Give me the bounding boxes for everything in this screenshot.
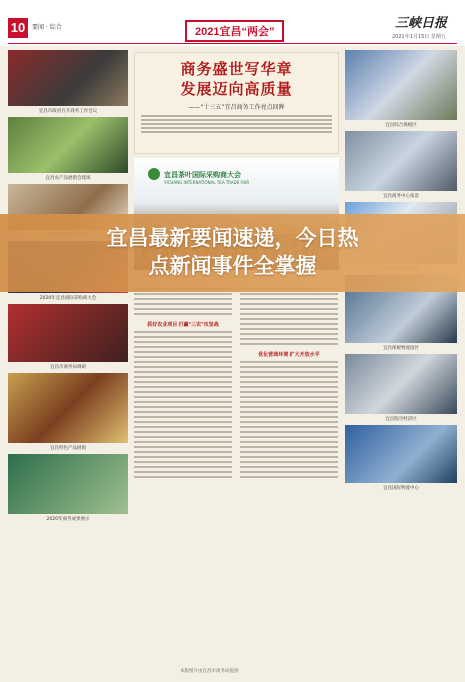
article-column-a	[134, 285, 232, 481]
fair-logo-icon	[148, 168, 160, 180]
photo-caption: 宜昌综合保税区	[385, 123, 417, 128]
photo-caption: 宜昌特色产品展销	[50, 446, 86, 451]
headline-line-1: 商务盛世写华章	[180, 60, 293, 78]
article-title-line-2: 点新闻事件全掌握	[148, 254, 317, 278]
news-photo	[345, 50, 457, 120]
news-photo	[8, 304, 128, 362]
photo-caption: 宜昌市政府召开商务工作会议	[38, 109, 98, 114]
photo-caption: 宜昌国际物流中心	[383, 486, 419, 491]
paper-logo: 三峡日报	[395, 16, 448, 31]
news-photo	[8, 117, 128, 173]
photo-caption: 宜昌市商务局调研	[50, 365, 86, 370]
article-column-b	[240, 285, 338, 481]
article-body	[134, 285, 339, 675]
photo-caption: 2020年宜昌国际采购商大会	[39, 296, 97, 301]
photo-caption: 2020年商务成果展示	[46, 517, 90, 522]
page-number: 10	[8, 18, 28, 38]
fair-logo-text: 宜昌茶叶国际采购商大会	[164, 172, 241, 179]
news-photo	[345, 131, 457, 191]
news-photo	[8, 373, 128, 443]
article-title[interactable]	[0, 224, 465, 280]
masthead	[0, 0, 465, 46]
headline-box	[134, 52, 339, 154]
section-subtitle: 优化营商环境 扩大开放水平	[258, 352, 320, 358]
news-photo	[8, 454, 128, 514]
photo-credit: 本版图片由宜昌市商务局提供	[180, 669, 239, 674]
issue-title: 2021宜昌“两会”	[185, 20, 284, 42]
section-subtitle: 抓好农业项目 打赢“三农”攻坚战	[147, 322, 219, 328]
subheadline: ——“十三五”宜昌商务工作亮点回眸	[188, 104, 285, 111]
photo-caption: 宜昌临空经济区	[385, 417, 417, 422]
intro-text	[141, 115, 332, 133]
news-photo	[8, 50, 128, 106]
photo-caption: 宜昌商务中心夜景	[383, 194, 419, 199]
masthead-rule	[8, 43, 457, 44]
dateline: 2021年1月15日 星期五	[392, 34, 446, 40]
section-label: 要闻 · 综合	[32, 24, 62, 31]
photo-caption: 宜昌农产品展销会现场	[45, 176, 91, 181]
news-photo	[345, 354, 457, 414]
fair-logo-english: YICHANG INTERNATIONAL TEA TRADE FAIR	[164, 180, 250, 185]
photo-caption: 宜昌保税物流园区	[383, 346, 419, 351]
headline-line-2: 发展迈向高质量	[180, 80, 293, 98]
article-title-line-1: 宜昌最新要闻速递，今日热	[106, 226, 359, 250]
news-photo	[345, 425, 457, 483]
